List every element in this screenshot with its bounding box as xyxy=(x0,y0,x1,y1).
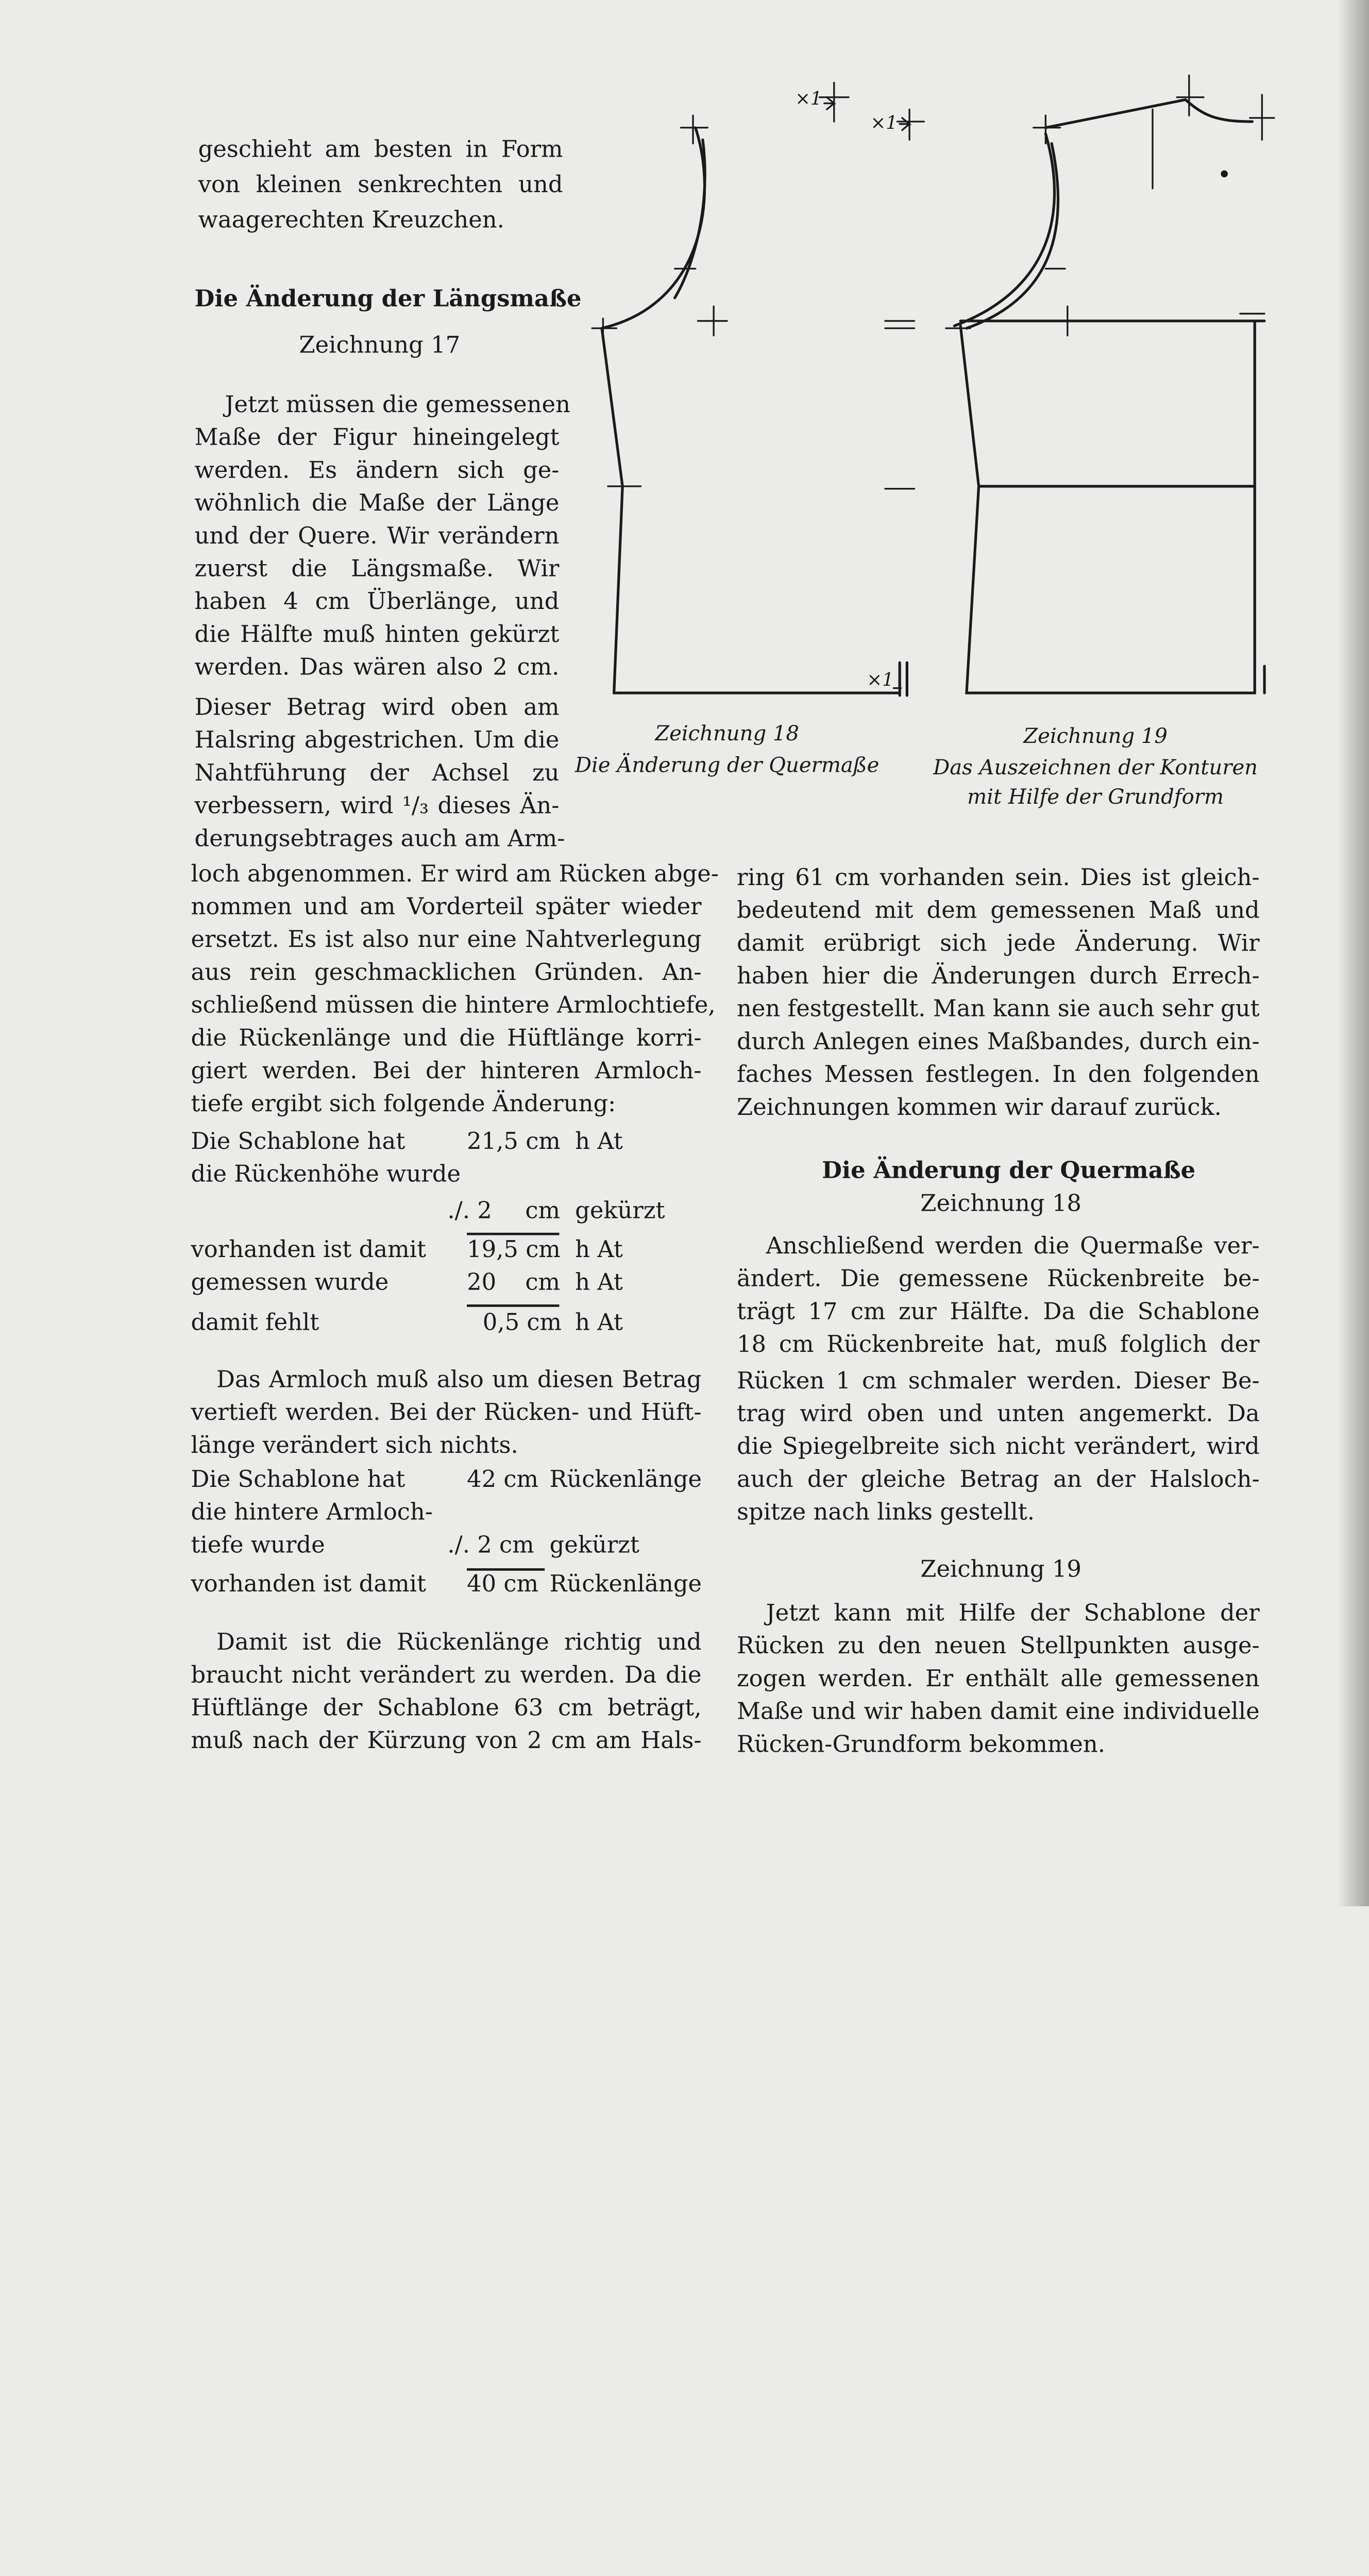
text-line: schließend müssen die hintere Armlochtiefe, xyxy=(191,992,716,1019)
text-line: länge verändert sich nichts. xyxy=(191,1432,518,1459)
calc1-unit: h At xyxy=(575,1269,623,1296)
text-line: haben 4 cm Überlänge, und xyxy=(194,588,560,616)
text-line: Anschließend werden die Quermaße ver- xyxy=(766,1232,1260,1260)
text-line: verbessern, wird ¹/₃ dieses Än- xyxy=(194,792,560,820)
calc1-label: die Rückenhöhe wurde xyxy=(191,1161,461,1188)
calc1-label: vorhanden ist damit xyxy=(191,1236,427,1263)
text-line: Maße und wir haben damit eine individuelle xyxy=(736,1698,1260,1725)
intro-line: waagerechten Kreuzchen. xyxy=(198,207,504,234)
text-line: ring 61 cm vorhanden sein. Dies ist gleich- xyxy=(736,864,1260,891)
text-line: vertieft werden. Bei der Rücken- und Hüft- xyxy=(191,1399,702,1426)
text-line: ersetzt. Es ist also nur eine Nahtverlegung xyxy=(191,926,702,954)
calc1-note: gekürzt xyxy=(575,1197,665,1225)
calc2-value: 42 cm xyxy=(467,1466,539,1493)
heading-quermasse: Die Änderung der Quermaße xyxy=(822,1157,1196,1184)
text-line: giert werden. Bei der hinteren Armloch- xyxy=(191,1057,702,1084)
calc1-unit: h At xyxy=(575,1236,623,1263)
calc1-label: Die Schablone hat xyxy=(191,1128,405,1155)
text-line: Dieser Betrag wird oben am xyxy=(194,694,560,721)
text-line: derungsebtrages auch am Arm- xyxy=(194,825,565,853)
text-line: bedeutend mit dem gemessenen Maß und xyxy=(736,897,1260,924)
text-line: Rücken 1 cm schmaler werden. Dieser Be- xyxy=(736,1367,1260,1395)
text-line: spitze nach links gestellt. xyxy=(736,1499,1035,1526)
text-line: Hüftlänge der Schablone 63 cm beträgt, xyxy=(191,1694,702,1722)
calc1-unit: h At xyxy=(575,1128,623,1155)
text-line: Rücken zu den neuen Stellpunkten ausge- xyxy=(736,1633,1260,1659)
text-line: loch abgenommen. Er wird am Rücken abge- xyxy=(191,860,719,888)
calc1-value: 20 xyxy=(467,1269,497,1296)
text-line: muß nach der Kürzung von 2 cm am Hals- xyxy=(191,1727,702,1755)
text-line: die Spiegelbreite sich nicht verändert, wird xyxy=(736,1433,1260,1460)
text-line: tiefe ergibt sich folgende Änderung: xyxy=(191,1090,616,1117)
text-line: die Hälfte muß hinten gekürzt xyxy=(194,621,560,648)
marker-label: ×1 xyxy=(870,112,898,134)
text-line: Das Armloch muß also um diesen Betrag xyxy=(216,1366,702,1394)
text-line: werden. Das wären also 2 cm. xyxy=(194,654,560,681)
subheading-zeichnung-17: Zeichnung 17 xyxy=(299,332,461,359)
text-line: zogen werden. Er enthält alle gemessenen xyxy=(736,1665,1260,1692)
figure-18-title: Zeichnung 18 xyxy=(655,722,799,747)
calc2-label: tiefe wurde xyxy=(191,1532,325,1559)
calc2-label: die hintere Armloch- xyxy=(191,1499,433,1526)
calc2-unit: Rückenlänge xyxy=(549,1466,702,1493)
text-line: Jetzt müssen die gemessenen xyxy=(225,391,570,418)
text-line: aus rein geschmacklichen Gründen. An- xyxy=(191,959,702,986)
calc1-value: 0,5 cm xyxy=(482,1309,562,1336)
text-line: nommen und am Vorderteil später wieder xyxy=(191,893,702,921)
text-line: trägt 17 cm zur Hälfte. Da die Schablone xyxy=(736,1298,1260,1326)
text-line: Rücken-Grundform bekommen. xyxy=(736,1731,1106,1758)
subheading-zeichnung-18: Zeichnung 18 xyxy=(920,1190,1081,1217)
figure-18-marks xyxy=(592,82,924,691)
text-line: Damit ist die Rückenlänge richtig und xyxy=(216,1629,702,1656)
text-line: braucht nicht verändert zu werden. Da die xyxy=(191,1662,702,1689)
intro-line: von kleinen senkrechten und xyxy=(198,171,563,198)
text-line: Maße der Figur hineingelegt xyxy=(194,424,560,451)
text-line: 18 cm Rückenbreite hat, muß folglich der xyxy=(736,1331,1260,1358)
figure-19-title: Zeichnung 19 xyxy=(1023,724,1168,749)
marker-label: ×1 xyxy=(795,87,822,110)
text-line: damit erübrigt sich jede Änderung. Wir xyxy=(736,930,1260,957)
calc2-note: gekürzt xyxy=(549,1532,639,1559)
text-line: Nahtführung der Achsel zu xyxy=(194,759,560,787)
figure-18-outline xyxy=(602,128,907,696)
figure-19-caption: Das Auszeichnen der Konturen xyxy=(933,756,1258,781)
text-line: faches Messen festlegen. In den folgenden xyxy=(736,1061,1260,1088)
text-line: auch der gleiche Betrag an der Halsloch- xyxy=(736,1466,1260,1493)
calc1-unit: cm xyxy=(525,1269,561,1296)
calc2-value: 40 cm xyxy=(467,1570,539,1598)
text-line: zuerst die Längsmaße. Wir xyxy=(194,555,560,583)
figure-19-outline xyxy=(954,99,1264,693)
text-line: wöhnlich die Maße der Länge xyxy=(194,489,560,517)
text-line: Halsring abgestrichen. Um die xyxy=(194,727,560,754)
heading-laengsmasse: Die Änderung der Längsmaße xyxy=(194,285,582,313)
text-line: werden. Es ändern sich ge- xyxy=(194,457,560,484)
calc1-label: gemessen wurde xyxy=(191,1269,389,1296)
calc2-label: vorhanden ist damit xyxy=(191,1570,427,1598)
subheading-zeichnung-19: Zeichnung 19 xyxy=(920,1556,1081,1583)
calc1-label: damit fehlt xyxy=(191,1309,319,1336)
text-line: die Rückenlänge und die Hüftlänge korri- xyxy=(191,1025,702,1052)
calc2-unit: Rückenlänge xyxy=(549,1570,702,1598)
page-edge-shadow xyxy=(1338,0,1369,1906)
text-line: Jetzt kann mit Hilfe der Schablone der xyxy=(766,1600,1260,1627)
text-line: ändert. Die gemessene Rückenbreite be- xyxy=(736,1265,1260,1293)
text-line: durch Anlegen eines Maßbandes, durch ein- xyxy=(736,1028,1260,1056)
figure-19-caption: mit Hilfe der Grundform xyxy=(967,785,1224,810)
intro-line: geschieht am besten in Form xyxy=(198,136,563,163)
calc1-unit: h At xyxy=(575,1309,623,1336)
text-line: Zeichnungen kommen wir darauf zurück. xyxy=(736,1094,1222,1121)
marker-label: ×1 xyxy=(867,668,894,691)
text-line: haben hier die Änderungen durch Errech- xyxy=(736,962,1260,990)
figure-18-caption: Die Änderung der Quermaße xyxy=(574,754,880,778)
calc2-value: ./. 2 cm xyxy=(447,1532,534,1559)
text-line: trag wird oben und unten angemerkt. Da xyxy=(736,1400,1260,1428)
calc1-unit: cm xyxy=(525,1197,561,1225)
calc1-value: 21,5 cm xyxy=(467,1128,561,1155)
calc2-label: Die Schablone hat xyxy=(191,1466,405,1493)
calc1-value: ./. 2 xyxy=(447,1197,492,1225)
text-line: nen festgestellt. Man kann sie auch sehr gut xyxy=(736,995,1260,1023)
text-line: und der Quere. Wir verändern xyxy=(194,522,560,550)
calc1-value: 19,5 cm xyxy=(467,1236,561,1263)
